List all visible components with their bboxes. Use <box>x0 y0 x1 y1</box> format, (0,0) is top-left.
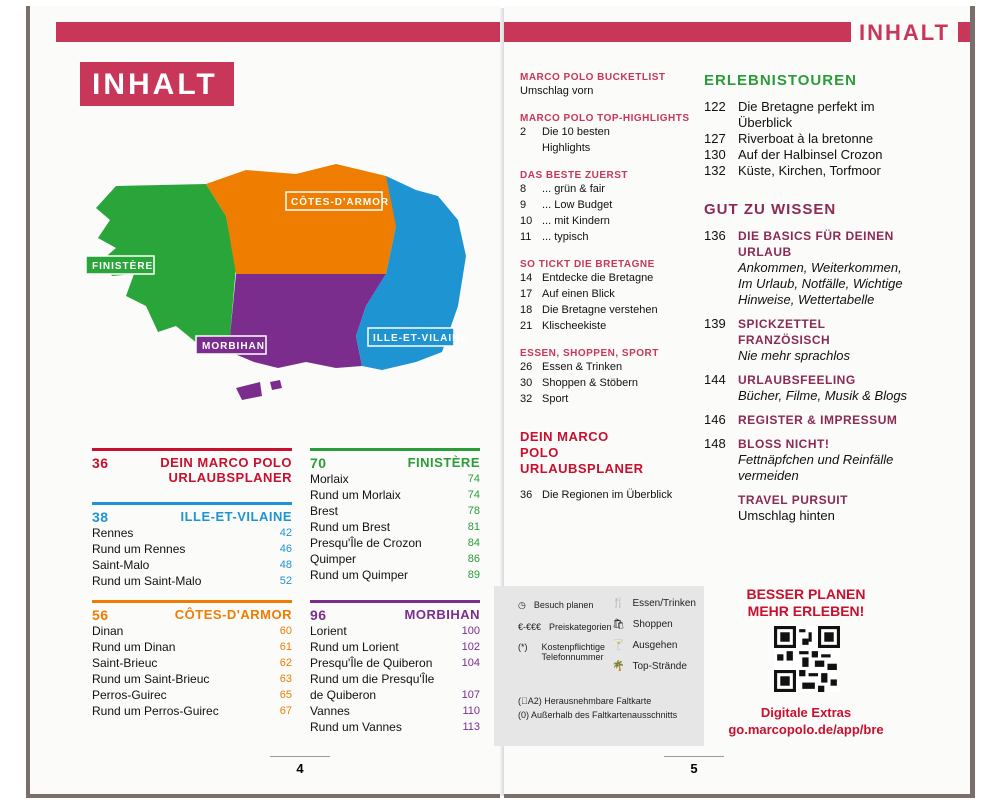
toc-row[interactable]: 148 BLOSS NICHT! Fettnäpfchen und Reinfälle vermeiden <box>704 436 894 483</box>
toc-row[interactable]: Rund um Saint-Malo 52 <box>92 574 292 588</box>
toc-row[interactable]: Rund um Perros-Guirec 67 <box>92 704 292 718</box>
palm-icon: 🌴 <box>612 661 625 672</box>
toc-row[interactable]: 8 ... grün & fair <box>520 183 605 195</box>
section-number: 96 <box>310 607 327 623</box>
toc-row[interactable]: 132 Küste, Kirchen, Torfmoor <box>704 163 881 178</box>
basket-icon: 🛍 <box>612 619 625 630</box>
toc-section-finistere <box>310 448 480 583</box>
toc-row[interactable]: Rund um Lorient 102 <box>310 640 480 654</box>
toc-row[interactable]: 127 Riverboat à la bretonne <box>704 131 874 146</box>
section-title[interactable]: DEIN MARCO POLO URLAUBSPLANER <box>160 455 292 485</box>
toc-row[interactable]: Saint-Malo 48 <box>92 558 292 572</box>
toc-row[interactable]: 2 Die 10 besten <box>520 126 610 138</box>
toc-column-right <box>704 72 914 524</box>
toc-row[interactable]: Highlights <box>542 142 591 154</box>
fork-knife-icon: 🍴 <box>612 598 625 609</box>
toc-row[interactable]: 139 SPICKZETTEL FRANZÖSISCH Nie mehr sprachlos <box>704 316 850 363</box>
toc-row[interactable]: Rund um die Presqu'Île de Quiberon 107 <box>310 672 480 702</box>
toc-heading[interactable]: MARCO POLO BUCKETLIST <box>520 72 666 83</box>
toc-row[interactable]: 32 Sport <box>520 393 569 405</box>
cotes-region <box>206 164 404 274</box>
section-title[interactable]: FINISTÈRE <box>407 455 480 470</box>
page-header: INHALT <box>851 20 958 46</box>
legend-row: 🌴 Top-Strände <box>612 661 687 672</box>
toc-row[interactable]: 36 Die Regionen im Überblick <box>520 489 673 501</box>
toc-row[interactable]: Rund um Brest 81 <box>310 520 480 534</box>
legend-row: 🍸 Ausgehen <box>612 640 678 651</box>
toc-row[interactable]: 136 DIE BASICS FÜR DEINEN URLAUB Ankommen, Weiterkommen, Im Urlaub, Notfälle, Wichtige Hinweise, Wettertabelle <box>704 228 903 307</box>
toc-row[interactable]: Vannes 110 <box>310 704 480 718</box>
cocktail-icon: 🍸 <box>612 640 625 651</box>
toc-row[interactable]: 26 Essen & Trinken <box>520 361 623 373</box>
toc-heading[interactable]: DAS BESTE ZUERST <box>520 170 629 181</box>
section-title[interactable]: ILLE-ET-VILAINE <box>180 509 292 524</box>
section-number: 56 <box>92 607 109 623</box>
toc-section-cotes <box>92 600 292 719</box>
section-number: 38 <box>92 509 109 525</box>
toc-row[interactable]: Presqu'Île de Quiberon 104 <box>310 656 480 670</box>
toc-row[interactable]: 122 Die Bretagne perfekt im Überblick <box>704 99 875 130</box>
page-number: 4 <box>270 756 330 776</box>
section-number: 36 <box>92 455 109 471</box>
toc-row[interactable]: 18 Die Bretagne verstehen <box>520 304 658 316</box>
legend-row: (*) Kostenpflichtige Telefonnummer <box>518 642 606 662</box>
toc-row[interactable]: Rund um Vannes 113 <box>310 720 480 734</box>
toc-row[interactable]: 144 URLAUBSFEELING Bücher, Filme, Musik & Blogs <box>704 372 908 403</box>
toc-row[interactable]: 10 ... mit Kindern <box>520 215 610 227</box>
brittany-map <box>86 156 486 406</box>
section-title[interactable]: CÔTES-D'ARMOR <box>174 607 292 622</box>
toc-row[interactable]: 17 Auf einen Blick <box>520 288 615 300</box>
toc-row[interactable]: Rund um Morlaix 74 <box>310 488 480 502</box>
toc-row[interactable]: Presqu'Île de Crozon 84 <box>310 536 480 550</box>
promo-link[interactable]: Digitale Extras go.marcopolo.de/app/bre <box>728 705 884 737</box>
toc-row[interactable]: Morlaix 74 <box>310 472 480 486</box>
toc-row[interactable]: Lorient 100 <box>310 624 480 638</box>
toc-row[interactable]: Perros-Guirec 65 <box>92 688 292 702</box>
toc-heading[interactable]: MARCO POLO TOP-HIGHLIGHTS <box>520 113 690 124</box>
toc-heading-planer[interactable]: DEIN MARCO POLO URLAUBSPLANER <box>520 429 644 476</box>
morbihan-label: MORBIHAN <box>202 341 265 352</box>
toc-section-ille <box>92 502 292 589</box>
toc-row[interactable]: Brest 78 <box>310 504 480 518</box>
toc-section-morbihan <box>310 600 480 735</box>
toc-row[interactable]: Umschlag vorn <box>520 85 594 97</box>
island-belle <box>236 382 262 400</box>
toc-row[interactable]: 146 REGISTER & IMPRESSUM <box>704 412 898 427</box>
qr-code[interactable] <box>768 626 846 692</box>
page-number: 5 <box>664 756 724 776</box>
legend-row: ( A2) Herausnehmbare Faltkarte <box>518 696 652 706</box>
toc-row[interactable]: 14 Entdecke die Bretagne <box>520 272 654 284</box>
toc-row[interactable]: 11 ... typisch <box>520 231 589 243</box>
toc-row[interactable]: Quimper 86 <box>310 552 480 566</box>
legend-row: (0) Außerhalb des Faltkartenausschnitts <box>518 710 678 720</box>
erlebnistouren-heading[interactable]: ERLEBNISTOUREN <box>704 72 857 89</box>
gut-zu-wissen-heading[interactable]: GUT ZU WISSEN <box>704 201 837 218</box>
top-bar <box>56 22 500 42</box>
toc-row[interactable]: Rund um Saint-Brieuc 63 <box>92 672 292 686</box>
toc-row[interactable]: Rund um Rennes 46 <box>92 542 292 556</box>
legend-row: ◷ Besuch planen <box>518 600 594 610</box>
promo-headline: BESSER PLANEN MEHR ERLEBEN! <box>746 586 866 619</box>
island-small <box>270 380 282 390</box>
toc-row[interactable]: 130 Auf der Halbinsel Crozon <box>704 147 883 162</box>
left-page <box>26 6 500 798</box>
section-title[interactable]: MORBIHAN <box>404 607 480 622</box>
toc-row[interactable]: Rennes 42 <box>92 526 292 540</box>
toc-row[interactable]: Rund um Dinan 61 <box>92 640 292 654</box>
section-number: 70 <box>310 455 327 471</box>
symbol-legend <box>494 586 704 746</box>
page-title: INHALT <box>80 62 234 106</box>
toc-column-left <box>520 72 700 503</box>
legend-row: 🍴 Essen/Trinken <box>612 598 696 609</box>
toc-section-planer <box>92 448 292 485</box>
legend-row: 🛍 Shoppen <box>612 619 673 630</box>
clock-icon: ◷ <box>518 600 526 610</box>
toc-row[interactable]: TRAVEL PURSUIT Umschlag hinten <box>738 493 848 523</box>
toc-row[interactable]: Dinan 60 <box>92 624 292 638</box>
toc-row[interactable]: 30 Shoppen & Stöbern <box>520 377 639 389</box>
toc-heading[interactable]: ESSEN, SHOPPEN, SPORT <box>520 348 659 359</box>
toc-row[interactable]: 9 ... Low Budget <box>520 199 613 211</box>
ille-label: ILLE-ET-VILAINE <box>373 333 468 344</box>
finistere-label: FINISTÈRE <box>92 261 154 272</box>
legend-row: €-€€€ Preiskategorien <box>518 622 612 632</box>
toc-row[interactable]: Saint-Brieuc 62 <box>92 656 292 670</box>
toc-row[interactable]: Rund um Quimper 89 <box>310 568 480 582</box>
cotes-label: CÔTES-D'ARMOR <box>291 197 390 208</box>
toc-heading[interactable]: SO TICKT DIE BRETAGNE <box>520 259 655 270</box>
toc-row[interactable]: 21 Klischeekiste <box>520 320 607 332</box>
